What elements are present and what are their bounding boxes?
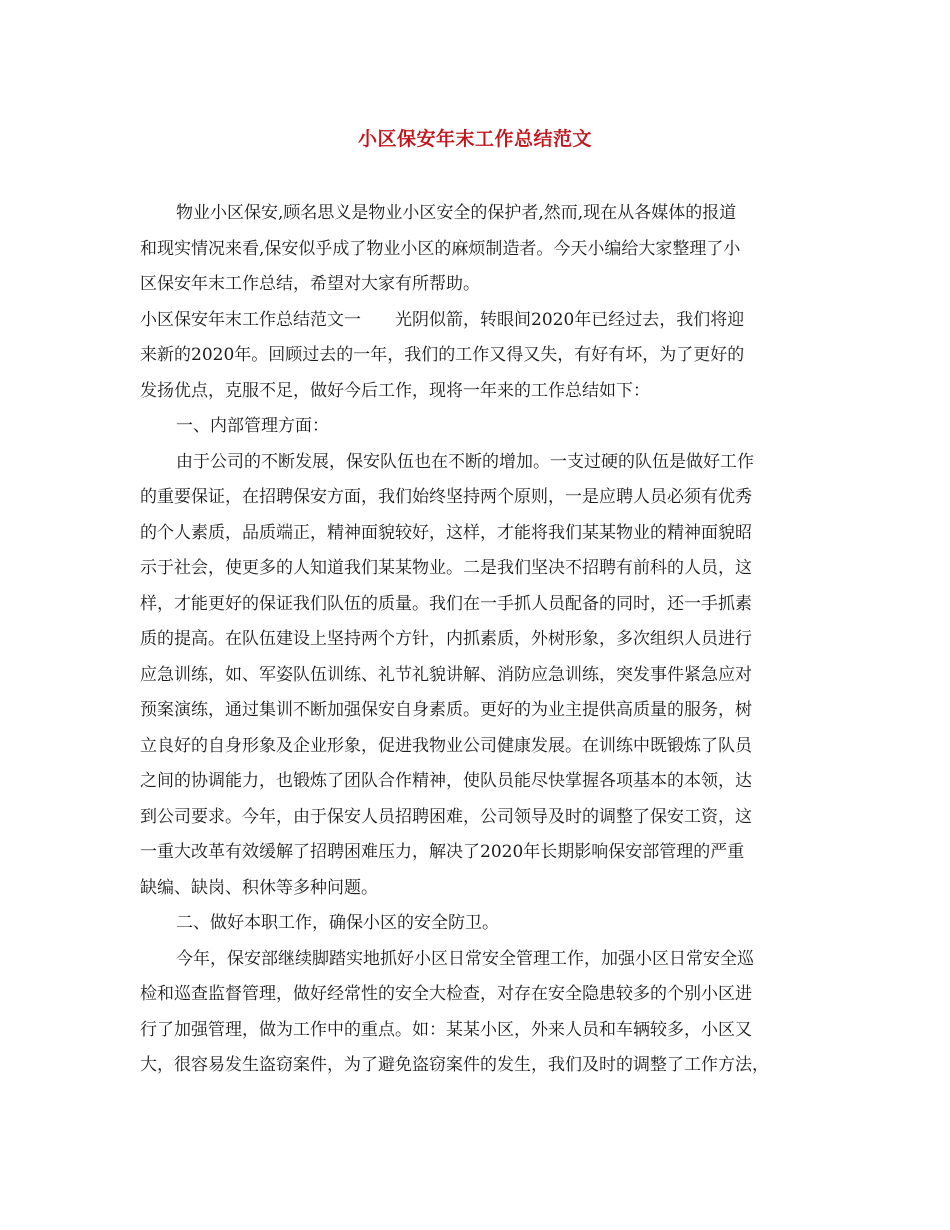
text-line: 小区保安年末工作总结范文一 光阴似箭，转眼间2020年已经过去，我们将迎 xyxy=(140,309,745,330)
text-line: 由于公司的不断发展，保安队伍也在不断的增加。一支过硬的队伍是做好工作 xyxy=(176,451,754,472)
text-line: 和现实情况来看,保安似乎成了物业小区的麻烦制造者。今天小编给大家整理了小 xyxy=(140,238,741,259)
text-line: 行了加强管理，做为工作中的重点。如：某某小区，外来人员和车辆较多，小区又 xyxy=(140,1019,752,1040)
text-line: 今年，保安部继续脚踏实地抓好小区日常安全管理工作，加强小区日常安全巡 xyxy=(176,948,754,969)
text-line: 发扬优点，克服不足，做好今后工作，现将一年来的工作总结如下： xyxy=(140,380,650,401)
text-line: 之间的协调能力，也锻炼了团队合作精神，使队员能尽快掌握各项基本的本领，达 xyxy=(140,771,752,791)
text-line: 缺编、缺岗、积休等多种问题。 xyxy=(140,877,378,898)
text-line: 来新的2020年。回顾过去的一年，我们的工作又得又失，有好有坏，为了更好的 xyxy=(140,345,745,365)
text-line: 立良好的自身形象及企业形象，促进我物业公司健康发展。在训练中既锻炼了队员 xyxy=(140,735,752,756)
text-line: 质的提高。在队伍建设上坚持两个方针，内抓素质，外树形象，多次组织人员进行 xyxy=(140,629,752,649)
text-line: 的个人素质，品质端正，精神面貌较好，这样，才能将我们某某物业的精神面貌昭 xyxy=(140,522,752,543)
text-line: 大，很容易发生盗窃案件，为了避免盗窃案件的发生，我们及时的调整了工作方法， xyxy=(140,1055,769,1075)
text-line: 示于社会，使更多的人知道我们某某物业。二是我们坚决不招聘有前科的人员，这 xyxy=(140,558,752,578)
text-line: 检和巡查监督管理，做好经常性的安全大检查，对存在安全隐患较多的个别小区进 xyxy=(140,984,752,1004)
text-line: 物业小区保安,顾名思义是物业小区安全的保护者,然而,现在从各媒体的报道 xyxy=(176,203,737,223)
document-title: 小区保安年末工作总结范文 xyxy=(357,128,592,150)
section-heading: 二、做好本职工作，确保小区的安全防卫。 xyxy=(176,913,499,933)
text-line: 的重要保证，在招聘保安方面，我们始终坚持两个原则，一是应聘人员必须有优秀 xyxy=(140,487,752,507)
text-line: 样，才能更好的保证我们队伍的质量。我们在一手抓人员配备的同时，还一手抓素 xyxy=(140,593,752,614)
text-line: 应急训练，如、军姿队伍训练、礼节礼貌讲解、消防应急训练，突发事件紧急应对 xyxy=(140,664,752,685)
section-heading: 一、内部管理方面： xyxy=(176,416,329,436)
document-body xyxy=(140,196,812,1084)
text-line: 区保安年末工作总结，希望对大家有所帮助。 xyxy=(140,274,480,294)
text-line: 预案演练，通过集训不断加强保安自身素质。更好的为业主提供高质量的服务，树 xyxy=(140,700,752,720)
text-line: 一重大改革有效缓解了招聘困难压力，解决了2020年长期影响保安部管理的严重 xyxy=(140,842,745,862)
text-line: 到公司要求。今年，由于保安人员招聘困难，公司领导及时的调整了保安工资，这 xyxy=(140,806,752,827)
